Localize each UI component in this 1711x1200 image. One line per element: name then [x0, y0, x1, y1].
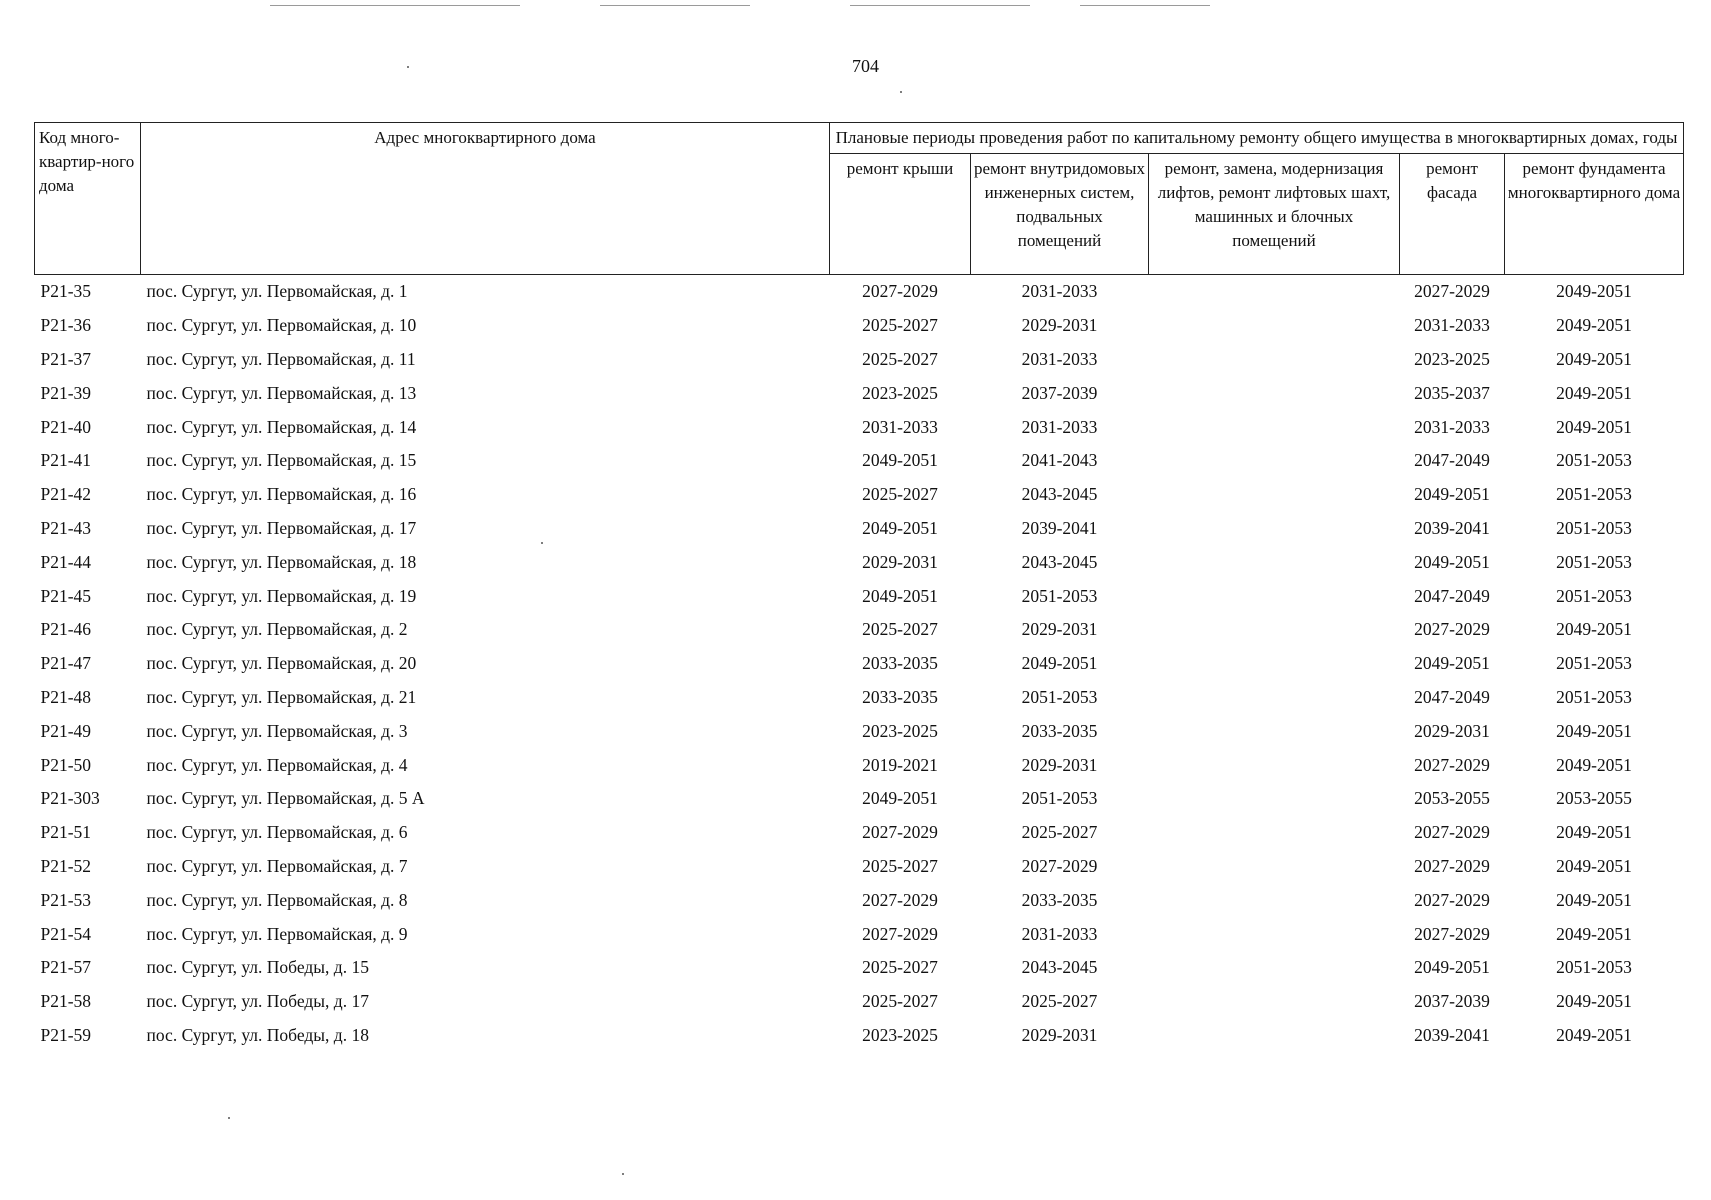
cell-foundation: 2053-2055 — [1556, 788, 1632, 809]
scan-speck — [900, 91, 902, 93]
table-row — [35, 647, 1684, 681]
cell-code: P21-57 — [40, 957, 92, 978]
cell-facade: 2047-2049 — [1414, 450, 1490, 471]
cell-facade: 2027-2029 — [1414, 923, 1490, 944]
cell-lifts — [1149, 850, 1400, 884]
cell-lifts — [1149, 647, 1400, 681]
table-row — [35, 1019, 1684, 1053]
cell-systems: 2043-2045 — [1021, 484, 1098, 505]
cell-roof: 2049-2051 — [862, 585, 938, 606]
cell-lifts — [1149, 579, 1400, 613]
cell-lifts — [1149, 275, 1400, 309]
cell-facade: 2037-2039 — [1414, 991, 1490, 1012]
cell-code: P21-47 — [40, 653, 92, 674]
capital-repair-table — [34, 122, 1684, 1052]
page-number: 704 — [852, 56, 879, 76]
cell-systems: 2031-2033 — [1021, 416, 1098, 437]
cell-systems: 2033-2035 — [1021, 889, 1098, 910]
cell-roof: 2027-2029 — [862, 889, 938, 910]
table-row — [35, 613, 1684, 647]
cell-systems: 2041-2043 — [1021, 450, 1098, 471]
cell-code: P21-46 — [40, 619, 92, 640]
cell-foundation: 2051-2053 — [1556, 551, 1632, 572]
cell-address: пос. Сургут, ул. Первомайская, д. 10 — [146, 315, 417, 336]
cell-roof: 2049-2051 — [862, 788, 938, 809]
cell-facade: 2049-2051 — [1414, 957, 1490, 978]
cell-roof: 2027-2029 — [862, 923, 938, 944]
cell-code: P21-58 — [40, 991, 92, 1012]
cell-foundation: 2051-2053 — [1556, 585, 1632, 606]
cell-roof: 2025-2027 — [862, 991, 938, 1012]
cell-address: пос. Сургут, ул. Первомайская, д. 4 — [146, 754, 408, 775]
table-row — [35, 714, 1684, 748]
table-row — [35, 985, 1684, 1019]
table-row — [35, 478, 1684, 512]
cell-code: P21-35 — [40, 281, 92, 302]
cell-foundation: 2049-2051 — [1556, 754, 1632, 775]
cell-systems: 2039-2041 — [1021, 517, 1098, 538]
cell-roof: 2049-2051 — [862, 517, 938, 538]
cell-roof: 2025-2027 — [862, 315, 938, 336]
cell-facade: 2031-2033 — [1414, 315, 1490, 336]
cell-address: пос. Сургут, ул. Первомайская, д. 13 — [146, 382, 417, 403]
cell-lifts — [1149, 985, 1400, 1019]
cell-address: пос. Сургут, ул. Первомайская, д. 2 — [146, 619, 408, 640]
cell-facade: 2027-2029 — [1414, 855, 1490, 876]
cell-lifts — [1149, 681, 1400, 715]
table-row — [35, 951, 1684, 985]
header-periods: Плановые периоды проведения работ по капитальному ремонту общего имущества в многоквартирных домах, годы — [830, 123, 1684, 154]
cell-systems: 2033-2035 — [1021, 720, 1098, 741]
cell-address: пос. Сургут, ул. Первомайская, д. 20 — [146, 653, 417, 674]
cell-systems: 2029-2031 — [1021, 754, 1098, 775]
cell-systems: 2043-2045 — [1021, 551, 1098, 572]
table-row — [35, 444, 1684, 478]
cell-roof: 2025-2027 — [862, 957, 938, 978]
cell-foundation: 2049-2051 — [1556, 855, 1632, 876]
cell-roof: 2025-2027 — [862, 855, 938, 876]
cell-facade: 2027-2029 — [1414, 822, 1490, 843]
cell-systems: 2029-2031 — [1021, 619, 1098, 640]
cell-roof: 2025-2027 — [862, 348, 938, 369]
cell-facade: 2027-2029 — [1414, 619, 1490, 640]
cell-systems: 2025-2027 — [1021, 991, 1098, 1012]
cell-facade: 2049-2051 — [1414, 653, 1490, 674]
cell-address: пос. Сургут, ул. Первомайская, д. 1 — [146, 281, 408, 302]
table-row — [35, 579, 1684, 613]
table-row — [35, 850, 1684, 884]
table-row — [35, 343, 1684, 377]
cell-lifts — [1149, 1019, 1400, 1053]
scan-rule — [850, 5, 1030, 6]
cell-address: пос. Сургут, ул. Первомайская, д. 11 — [146, 348, 416, 369]
cell-lifts — [1149, 512, 1400, 546]
cell-address: пос. Сургут, ул. Первомайская, д. 19 — [146, 585, 417, 606]
header-facade: ремонт фасада — [1400, 154, 1505, 275]
header-foundation: ремонт фундамента многоквартирного дома — [1505, 154, 1684, 275]
cell-address: пос. Сургут, ул. Первомайская, д. 14 — [146, 416, 417, 437]
cell-roof: 2023-2025 — [862, 1024, 938, 1045]
table-body — [35, 275, 1684, 1053]
table-row — [35, 917, 1684, 951]
cell-code: P21-39 — [40, 382, 92, 403]
cell-roof: 2027-2029 — [862, 822, 938, 843]
cell-systems: 2031-2033 — [1021, 923, 1098, 944]
cell-address: пос. Сургут, ул. Первомайская, д. 18 — [146, 551, 417, 572]
cell-facade: 2039-2041 — [1414, 517, 1490, 538]
cell-foundation: 2049-2051 — [1556, 991, 1632, 1012]
cell-code: P21-303 — [40, 788, 100, 809]
header-code: Код много-квартир-ного дома — [35, 123, 141, 275]
cell-systems: 2051-2053 — [1021, 585, 1098, 606]
cell-lifts — [1149, 309, 1400, 343]
cell-systems: 2029-2031 — [1021, 1024, 1098, 1045]
cell-foundation: 2049-2051 — [1556, 720, 1632, 741]
cell-foundation: 2049-2051 — [1556, 348, 1632, 369]
table-row — [35, 512, 1684, 546]
cell-foundation: 2051-2053 — [1556, 450, 1632, 471]
scan-speck — [622, 1173, 624, 1175]
cell-facade: 2031-2033 — [1414, 416, 1490, 437]
header-lifts: ремонт, замена, модернизация лифтов, ремонт лифтовых шахт, машинных и блочных помещений — [1149, 154, 1400, 275]
cell-facade: 2035-2037 — [1414, 382, 1490, 403]
cell-lifts — [1149, 816, 1400, 850]
cell-lifts — [1149, 613, 1400, 647]
cell-code: P21-50 — [40, 754, 92, 775]
cell-foundation: 2051-2053 — [1556, 653, 1632, 674]
cell-address: пос. Сургут, ул. Первомайская, д. 8 — [146, 889, 408, 910]
cell-roof: 2027-2029 — [862, 281, 938, 302]
cell-address: пос. Сургут, ул. Победы, д. 18 — [146, 1024, 369, 1045]
cell-lifts — [1149, 410, 1400, 444]
cell-foundation: 2049-2051 — [1556, 382, 1632, 403]
cell-roof: 2025-2027 — [862, 619, 938, 640]
table-row — [35, 545, 1684, 579]
cell-facade: 2049-2051 — [1414, 484, 1490, 505]
cell-systems: 2029-2031 — [1021, 315, 1098, 336]
cell-foundation: 2049-2051 — [1556, 619, 1632, 640]
cell-lifts — [1149, 343, 1400, 377]
cell-roof: 2033-2035 — [862, 686, 938, 707]
cell-systems: 2027-2029 — [1021, 855, 1098, 876]
cell-systems: 2049-2051 — [1021, 653, 1098, 674]
cell-address: пос. Сургут, ул. Первомайская, д. 5 А — [146, 788, 425, 809]
cell-lifts — [1149, 714, 1400, 748]
cell-code: P21-51 — [40, 822, 92, 843]
cell-facade: 2023-2025 — [1414, 348, 1490, 369]
cell-lifts — [1149, 478, 1400, 512]
cell-facade: 2047-2049 — [1414, 686, 1490, 707]
cell-code: P21-59 — [40, 1024, 92, 1045]
cell-address: пос. Сургут, ул. Первомайская, д. 7 — [146, 855, 408, 876]
cell-facade: 2049-2051 — [1414, 551, 1490, 572]
cell-code: P21-49 — [40, 720, 92, 741]
cell-foundation: 2051-2053 — [1556, 957, 1632, 978]
scan-rule — [600, 5, 750, 6]
cell-foundation: 2049-2051 — [1556, 923, 1632, 944]
cell-code: P21-42 — [40, 484, 92, 505]
cell-lifts — [1149, 545, 1400, 579]
table-row — [35, 816, 1684, 850]
cell-roof: 2031-2033 — [862, 416, 938, 437]
cell-lifts — [1149, 748, 1400, 782]
cell-foundation: 2049-2051 — [1556, 315, 1632, 336]
cell-roof: 2023-2025 — [862, 382, 938, 403]
cell-code: P21-40 — [40, 416, 92, 437]
cell-lifts — [1149, 444, 1400, 478]
cell-lifts — [1149, 951, 1400, 985]
cell-code: P21-48 — [40, 686, 92, 707]
cell-roof: 2023-2025 — [862, 720, 938, 741]
cell-systems: 2037-2039 — [1021, 382, 1098, 403]
cell-roof: 2049-2051 — [862, 450, 938, 471]
table-row — [35, 681, 1684, 715]
cell-foundation: 2049-2051 — [1556, 1024, 1632, 1045]
table-row — [35, 275, 1684, 309]
table-row — [35, 376, 1684, 410]
cell-systems: 2051-2053 — [1021, 788, 1098, 809]
cell-systems: 2025-2027 — [1021, 822, 1098, 843]
table-row — [35, 748, 1684, 782]
cell-code: P21-41 — [40, 450, 92, 471]
cell-code: P21-44 — [40, 551, 92, 572]
cell-lifts — [1149, 376, 1400, 410]
scan-rule — [270, 5, 520, 6]
cell-lifts — [1149, 883, 1400, 917]
cell-address: пос. Сургут, ул. Первомайская, д. 6 — [146, 822, 408, 843]
cell-foundation: 2051-2053 — [1556, 686, 1632, 707]
table-row — [35, 883, 1684, 917]
cell-facade: 2027-2029 — [1414, 889, 1490, 910]
cell-foundation: 2049-2051 — [1556, 416, 1632, 437]
cell-roof: 2019-2021 — [862, 754, 938, 775]
cell-code: P21-52 — [40, 855, 92, 876]
cell-address: пос. Сургут, ул. Победы, д. 15 — [146, 957, 369, 978]
cell-systems: 2031-2033 — [1021, 348, 1098, 369]
cell-facade: 2027-2029 — [1414, 754, 1490, 775]
cell-systems: 2051-2053 — [1021, 686, 1098, 707]
cell-facade: 2027-2029 — [1414, 281, 1490, 302]
cell-code: P21-36 — [40, 315, 92, 336]
cell-address: пос. Сургут, ул. Первомайская, д. 15 — [146, 450, 417, 471]
cell-code: P21-37 — [40, 348, 92, 369]
cell-address: пос. Сургут, ул. Первомайская, д. 21 — [146, 686, 417, 707]
cell-roof: 2033-2035 — [862, 653, 938, 674]
table-row — [35, 309, 1684, 343]
header-roof: ремонт крыши — [830, 154, 971, 275]
cell-lifts — [1149, 917, 1400, 951]
cell-address: пос. Сургут, ул. Первомайская, д. 9 — [146, 923, 408, 944]
cell-code: P21-43 — [40, 517, 92, 538]
cell-address: пос. Сургут, ул. Первомайская, д. 16 — [146, 484, 417, 505]
cell-foundation: 2049-2051 — [1556, 889, 1632, 910]
cell-foundation: 2049-2051 — [1556, 281, 1632, 302]
cell-facade: 2029-2031 — [1414, 720, 1490, 741]
cell-foundation: 2051-2053 — [1556, 484, 1632, 505]
cell-systems: 2043-2045 — [1021, 957, 1098, 978]
scan-speck — [228, 1117, 230, 1119]
cell-address: пос. Сургут, ул. Первомайская, д. 17 — [146, 517, 417, 538]
header-systems: ремонт внутридомовых инженерных систем, подвальных помещений — [971, 154, 1149, 275]
table-row — [35, 410, 1684, 444]
table-row — [35, 782, 1684, 816]
scan-rule — [1080, 5, 1210, 6]
cell-code: P21-54 — [40, 923, 92, 944]
cell-roof: 2029-2031 — [862, 551, 938, 572]
cell-foundation: 2049-2051 — [1556, 822, 1632, 843]
cell-facade: 2053-2055 — [1414, 788, 1490, 809]
cell-address: пос. Сургут, ул. Победы, д. 17 — [146, 991, 369, 1012]
cell-code: P21-45 — [40, 585, 92, 606]
cell-systems: 2031-2033 — [1021, 281, 1098, 302]
cell-roof: 2025-2027 — [862, 484, 938, 505]
cell-address: пос. Сургут, ул. Первомайская, д. 3 — [146, 720, 408, 741]
cell-lifts — [1149, 782, 1400, 816]
cell-foundation: 2051-2053 — [1556, 517, 1632, 538]
cell-code: P21-53 — [40, 889, 92, 910]
cell-facade: 2047-2049 — [1414, 585, 1490, 606]
cell-facade: 2039-2041 — [1414, 1024, 1490, 1045]
header-address: Адрес многоквартирного дома — [141, 123, 830, 275]
